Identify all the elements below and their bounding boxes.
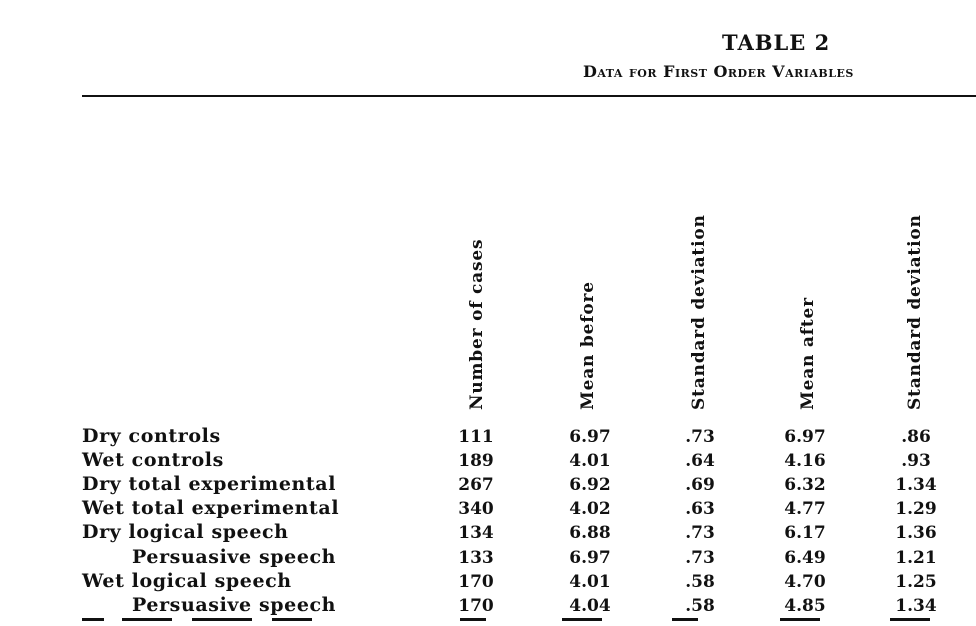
table-cell: .69 bbox=[685, 475, 715, 496]
table-cell: 111 bbox=[458, 427, 494, 447]
table-cell: 4.01 bbox=[569, 451, 611, 472]
table-cell: 4.85 bbox=[784, 595, 826, 616]
table-cell: 189 bbox=[458, 451, 494, 472]
row-label: Persuasive speech bbox=[132, 593, 337, 616]
table-cell: 6.49 bbox=[784, 547, 826, 568]
row-label: Wet logical speech bbox=[82, 569, 292, 592]
table-cell: 6.17 bbox=[784, 523, 826, 544]
table-cell: 4.70 bbox=[784, 571, 826, 592]
table-cell: 6.97 bbox=[569, 427, 611, 447]
table-cell: .64 bbox=[685, 451, 715, 472]
table-cell: 4.02 bbox=[569, 499, 611, 520]
table-title: TABLE 2 bbox=[722, 30, 831, 55]
table-cell: 1.34 bbox=[895, 475, 937, 496]
table-cell: 4.77 bbox=[784, 499, 826, 520]
table-cell: .93 bbox=[901, 451, 931, 472]
table-cell: .63 bbox=[685, 499, 715, 520]
table-cell: .58 bbox=[685, 595, 715, 616]
table-cell: 133 bbox=[458, 547, 494, 568]
table-cell: .58 bbox=[685, 571, 715, 592]
table-subtitle: Data for First Order Variables bbox=[583, 62, 854, 81]
cut-off-row bbox=[82, 618, 976, 626]
table-cell: 4.16 bbox=[784, 451, 826, 472]
row-label: Dry logical speech bbox=[82, 521, 289, 544]
table-cell: 1.29 bbox=[895, 499, 937, 520]
table-cell: 4.01 bbox=[569, 571, 611, 592]
column-header: Standard deviation bbox=[689, 214, 709, 410]
row-label: Dry total experimental bbox=[82, 473, 337, 496]
table-cell: 6.32 bbox=[784, 475, 826, 496]
column-header: Mean after bbox=[798, 297, 818, 410]
table-cell: 6.97 bbox=[784, 427, 826, 447]
column-header: Number of cases bbox=[467, 238, 487, 410]
table-cell: 1.34 bbox=[895, 595, 937, 616]
row-label: Persuasive speech bbox=[132, 545, 337, 568]
table-cell: 134 bbox=[458, 523, 494, 544]
header-rule bbox=[82, 95, 976, 97]
table-cell: 1.25 bbox=[895, 571, 937, 592]
table-cell: 267 bbox=[458, 475, 494, 496]
table-cell: 6.88 bbox=[569, 523, 611, 544]
column-header: Standard deviation bbox=[905, 214, 925, 410]
row-label: Wet controls bbox=[82, 449, 224, 472]
column-header: Mean before bbox=[578, 281, 598, 410]
table-cell: .73 bbox=[685, 547, 715, 568]
table-cell: 4.04 bbox=[569, 595, 611, 616]
table-cell: 6.92 bbox=[569, 475, 611, 496]
table-cell: .73 bbox=[685, 427, 715, 447]
table-cell: 170 bbox=[458, 595, 494, 616]
table-cell: .73 bbox=[685, 523, 715, 544]
row-label: Wet total experimental bbox=[82, 497, 340, 520]
table-cell: 340 bbox=[458, 499, 494, 520]
row-label: Dry controls bbox=[82, 425, 221, 447]
table-cell: 6.97 bbox=[569, 547, 611, 568]
table-cell: 170 bbox=[458, 571, 494, 592]
table-cell: 1.21 bbox=[895, 547, 937, 568]
table-cell: 1.36 bbox=[895, 523, 937, 544]
table-cell: .86 bbox=[901, 427, 931, 447]
